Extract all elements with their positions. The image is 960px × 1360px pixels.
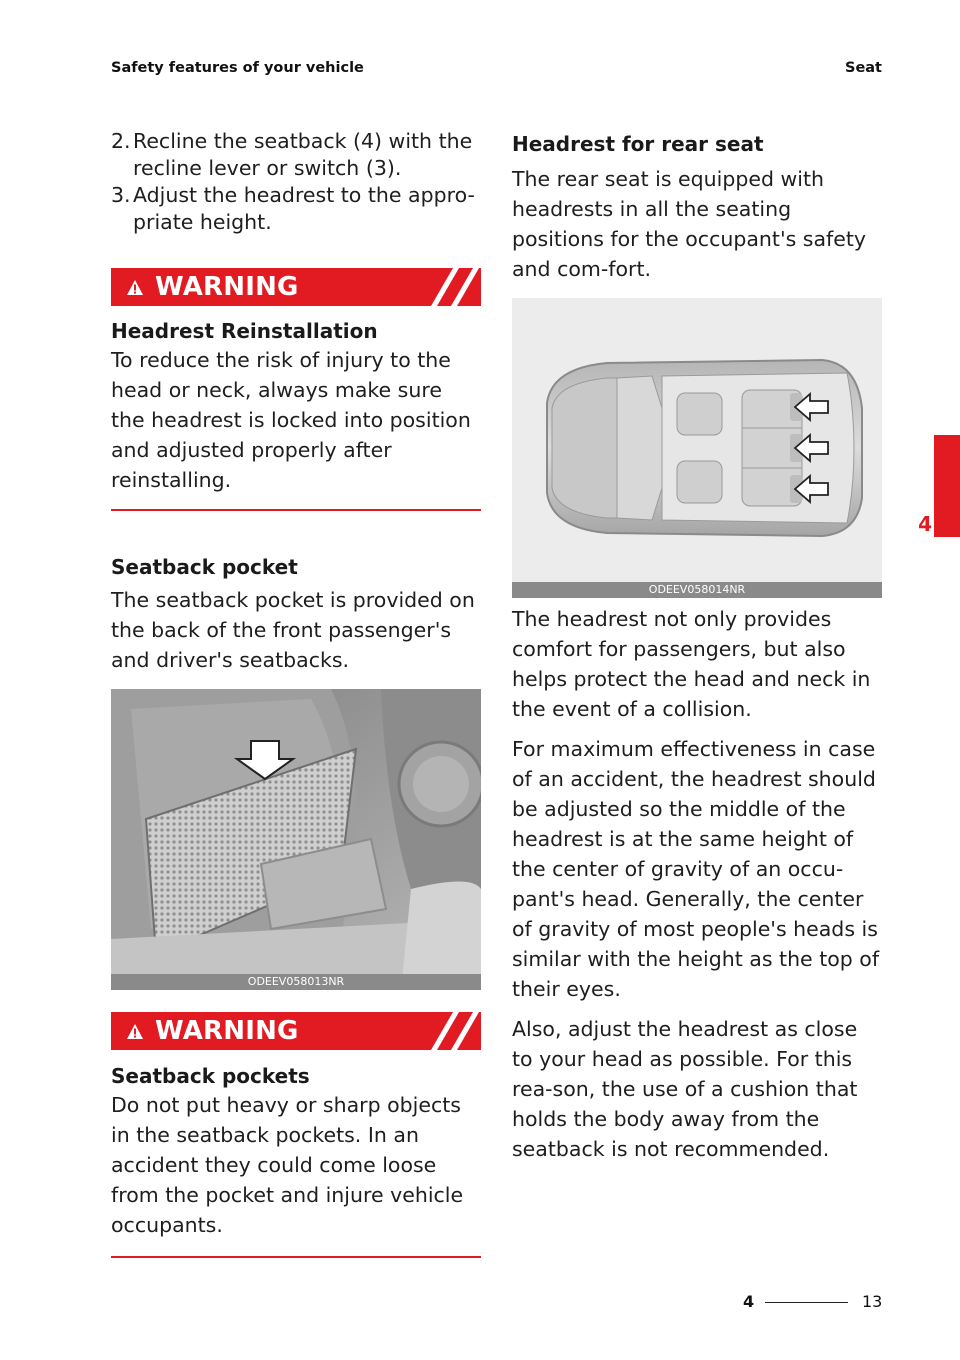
- chapter-tab: [934, 435, 960, 537]
- footer-page-number: 13: [862, 1292, 883, 1311]
- chapter-tab-number: 4: [918, 512, 932, 536]
- footer-section-number: 4: [743, 1292, 755, 1311]
- warning-text: Do not put heavy or sharp objects in the seatback pockets. In an accident they could come loose from the pocket and injure vehicle occupants.: [111, 1093, 464, 1237]
- running-header-right: Seat: [845, 60, 882, 76]
- section-text: The seatback pocket is provided on the back of the front passenger's and driver's seatbacks.: [111, 588, 475, 672]
- warning-banner: [111, 268, 481, 306]
- warning-triangle-icon: [111, 280, 155, 295]
- left-column: [111, 128, 481, 1258]
- step-item: [111, 128, 481, 182]
- seatback-pocket-illustration: [111, 689, 481, 990]
- right-column: [512, 128, 882, 1164]
- warning-heading: Seatback pockets: [111, 1064, 310, 1088]
- section-text: The rear seat is equipped with headrests in all the seating positions for the occupant's safety and com-fort.: [512, 167, 867, 281]
- warning-end-rule: [111, 1256, 481, 1258]
- section-heading: Seatback pocket: [111, 555, 298, 579]
- rear-headrest-figure: [512, 298, 882, 598]
- step-number: 2.: [111, 129, 131, 153]
- seatback-pocket-figure: [111, 689, 481, 990]
- step-line: Adjust the headrest to the appro-: [133, 183, 475, 207]
- figure-caption: ODEEV058013NR: [111, 974, 481, 990]
- warning-stripes: [421, 1012, 481, 1050]
- footer-rule: [765, 1302, 848, 1303]
- figure-caption: ODEEV058014NR: [512, 582, 882, 598]
- step-text: [133, 128, 472, 182]
- warning-label: WARNING: [155, 272, 299, 302]
- step-number: 3.: [111, 183, 131, 207]
- body-paragraph: For maximum effectiveness in case of an accident, the headrest should be adjusted so the middle of the headrest is at the same height of the center of gravity of an occu-pant's head. Generally, the center of gravity of most people's heads is similar with the height as the top of their eyes.: [512, 737, 880, 1001]
- step-line: Recline the seatback (4) with the: [133, 129, 473, 153]
- step-text: [133, 182, 475, 236]
- warning-end-rule: [111, 509, 481, 511]
- warning-heading: Headrest Reinstallation: [111, 319, 378, 343]
- step-line: recline lever or switch (3).: [133, 156, 402, 180]
- headrest-arrow-icons: [795, 394, 828, 502]
- warning-label: WARNING: [155, 1016, 299, 1046]
- step-item: [111, 182, 481, 236]
- warning-text: To reduce the risk of injury to the head or neck, always make sure the headrest is locked into position and adjusted properly after reinstalling.: [111, 348, 471, 492]
- section-heading: Headrest for rear seat: [512, 132, 764, 156]
- warning-banner: [111, 1012, 481, 1050]
- warning-triangle-icon: [111, 1024, 155, 1039]
- step-list: [111, 128, 481, 236]
- body-paragraph: The headrest not only provides comfort for passengers, but also helps protect the head and neck in the event of a collision.: [512, 607, 871, 721]
- running-header-left: Safety features of your vehicle: [111, 60, 364, 76]
- body-paragraph: Also, adjust the headrest as close to your head as possible. For this rea-son, the use of a cushion that holds the body away from the seatback is not recommended.: [512, 1017, 858, 1161]
- step-line: priate height.: [133, 210, 272, 234]
- vehicle-top-view-illustration: [512, 298, 882, 598]
- warning-stripes: [421, 268, 481, 306]
